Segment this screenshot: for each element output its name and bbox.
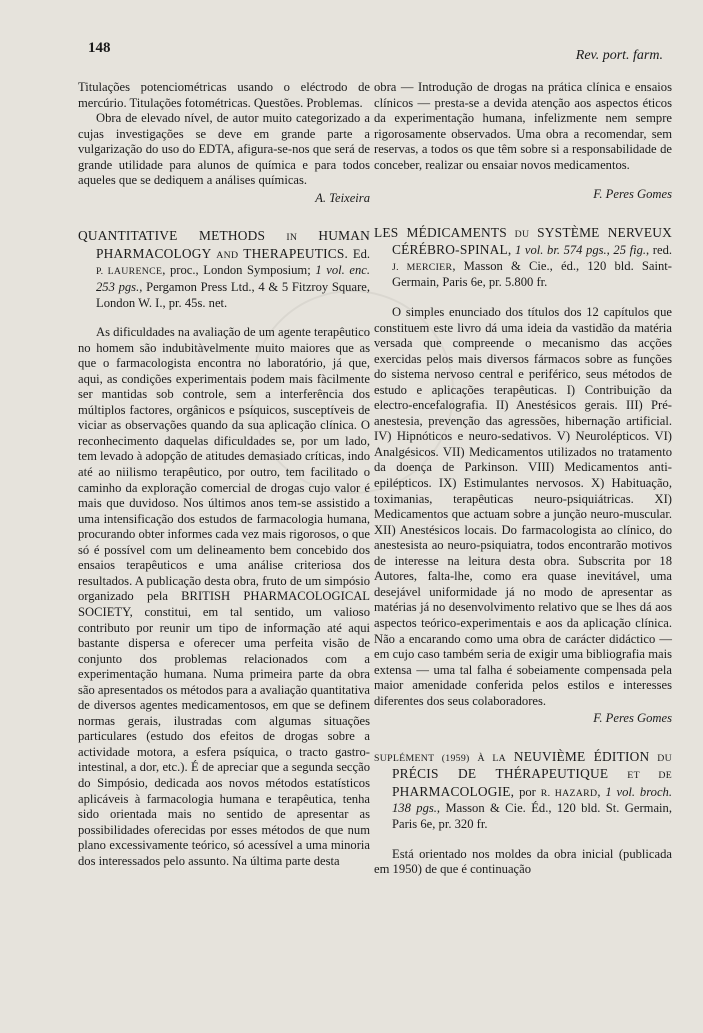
- right-column: [374, 80, 672, 878]
- review1-body: As dificuldades na avaliação de um agente terapêutico no homem são indubitàvelmente muito maiores que as que o farmacologista encontra no laboratório, já que, aqui, as condições experimentais podem mais fàcilmente ser mantidas sob controle, sem a interferência dos múltiplos factores, orgânicos e psíquicos, susceptíveis de viciar as observações quando da sua aplicação clínica. O reconhecimento daquelas dificuldades se, por um lado, tem levado à adopção de atitudes demasiado críticas, indo até ao niilismo terapêutico, por outro, tem facilitado o caminho da exploração comercial de drogas cujo valor é mais que duvidoso. Nos últimos anos tem-se assistido a uma intensificação dos estudos de farmacologia humana, procurando obter informes cada vez mais rigorosos, o que só é possível com um delineamento bem concebido dos ensaios terapêuticos e uma análise criteriosa dos resultados. A publicação desta obra, fruto de um simpósio organizado pela BRITISH PHARMACOLOGICAL SOCIETY, constitui, em tal sentido, um valioso contributo por reunir um tipo de informação até aqui bastante dispersa e oferecer uma perfeita visão de conjunto dos problemas relacionados com a experimentação humana. Numa primeira parte da obra são apresentados os métodos para a avaliação quantitativa de diversos agentes medicamentosos, em que se definem normas gerais, ilustradas com algumas situações particulares (estudo dos efeitos de drogas sobre a actividade motora, a esfera psíquica, o tracto gastro-intestinal, a dor, etc.). É de apreciar que a segunda secção do Simpósio, dedicada aos novos métodos estatísticos aplicáveis à farmacologia humana e terapêutica, tenha sido orientada mais no sentido de apresentar as possibilidades oferecidas por esses métodos de que num plano excessivamente teórico, só acessível a uma minoria dos interessados pelo assunto. Na última parte desta: [78, 325, 371, 868]
- review1-reference: QUANTITATIVE METHODS IN HUMAN PHARMACOLOGY AND THERAPEUTICS. Ed. P. LAURENCE, proc., London Symposium; 1 vol. enc. 253 pgs., Pergamon Press Ltd., 4 & 5 Fitzroy Square, London W. I., pr. 45s. net.: [78, 228, 371, 310]
- review2-body: O simples enunciado dos títulos dos 12 capítulos que constituem este livro dá uma ideia da vastidão da matéria versada que compreende o mecanismo das acções exercidas pelos mais diversos fármacos sobre as funções do sistema nervoso central e periférico, seus métodos de estudo e aplicações terapêuticas. I) Contribuição da electro-encefalografia. II) Anestésicos gerais. III) Pré-anestesia, prevenção das agressões, hibernação artificial. IV) Hipnóticos e neuro-sedativos. V) Neurolépticos. VI) Analgésicos. VII) Medicamentos utilizados no tratamento da doença de Parkinson. VIII) Medicamentos anti-epilépticos. IX) Estimulantes nervosos. X) Habituação, toximanias, terapêuticas neuro-psiquiátricas. XI) Medicamentos que actuam sobre a junção neuro-muscular. XII) Anestésicos locais. Do farmacologista ao clínico, do anestesista ao neuro-psiquiatra, todos encontrarão motivos de interesse na leitura desta obra. Subscrita por 18 Autores, falta-lhe, como era quase inevitável, uma desejável uniformidade já no modo de apresentar as matérias já no desenvolvimento relativo que se lhes dá aos aspectos teórico-experimentais e aos da aplicação clínica. Não a encarando como uma obra de carácter didáctico — em cujo caso também seria de exigir uma bibliografia mais extensa — uma tal falha é sobeiamente compensada pela maior amenidade conferida pelos estilos e interesses diferentes dos seus colaboradores.: [374, 305, 672, 708]
- review2-reference: LES MÉDICAMENTS DU SYSTÈME NERVEUX CÉRÉBRO-SPINAL, 1 vol. br. 574 pgs., 25 fig., red. J. MERCIER, Masson & Cie., éd., 120 bld. Saint-Germain, Paris 6e, pr. 5.800 fr.: [374, 224, 673, 290]
- intro-signature: A. Teixeira: [315, 190, 370, 205]
- review2-signature: F. Peres Gomes: [593, 711, 672, 726]
- page-number: 148: [88, 40, 111, 56]
- review3-body: Está orientado nos moldes da obra inicial (publicada em 1950) de que é continuação: [374, 846, 672, 877]
- journal-title: Rev. port. farm.: [575, 48, 663, 63]
- review1-ending: obra — Introdução de drogas na prática clínica e ensaios clínicos — presta-se a devida atenção aos aspectos éticos da experimentação humana, infelizmente nem sempre rigorosamente observados. Uma obra a recomendar, sem reservas, a todos os que têm sobre si a responsabilidade de conceber, realizar ou ensaiar novos medicamentos.: [374, 80, 672, 172]
- review1-signature: F. Peres Gomes: [593, 187, 672, 202]
- left-column: [78, 80, 370, 869]
- intro-paragraph: Obra de elevado nível, de autor muito categorizado a cujas investigações se deve em grande parte a vulgarização do uso do EDTA, afigura-se-nos que será de grande utilidade para alunos de química e para todos aqueles que se dediquem a análises químicas.: [78, 111, 370, 188]
- review3-reference: SUPLÉMENT (1959) À LA NEUVIÈME ÉDITION DU PRÉCIS DE THÉRAPEUTIQUE ET DE PHARMACOLOGIE, por R. HAZARD, 1 vol. broch. 138 pgs., Masson & Cie. Éd., 120 bld. St. Germain, Paris 6e, pr. 320 fr.: [374, 748, 672, 831]
- intro-continuation: Titulações potenciométricas usando o eléctrodo de mercúrio. Titulações fotométricas. Questões. Problemas.: [78, 80, 370, 110]
